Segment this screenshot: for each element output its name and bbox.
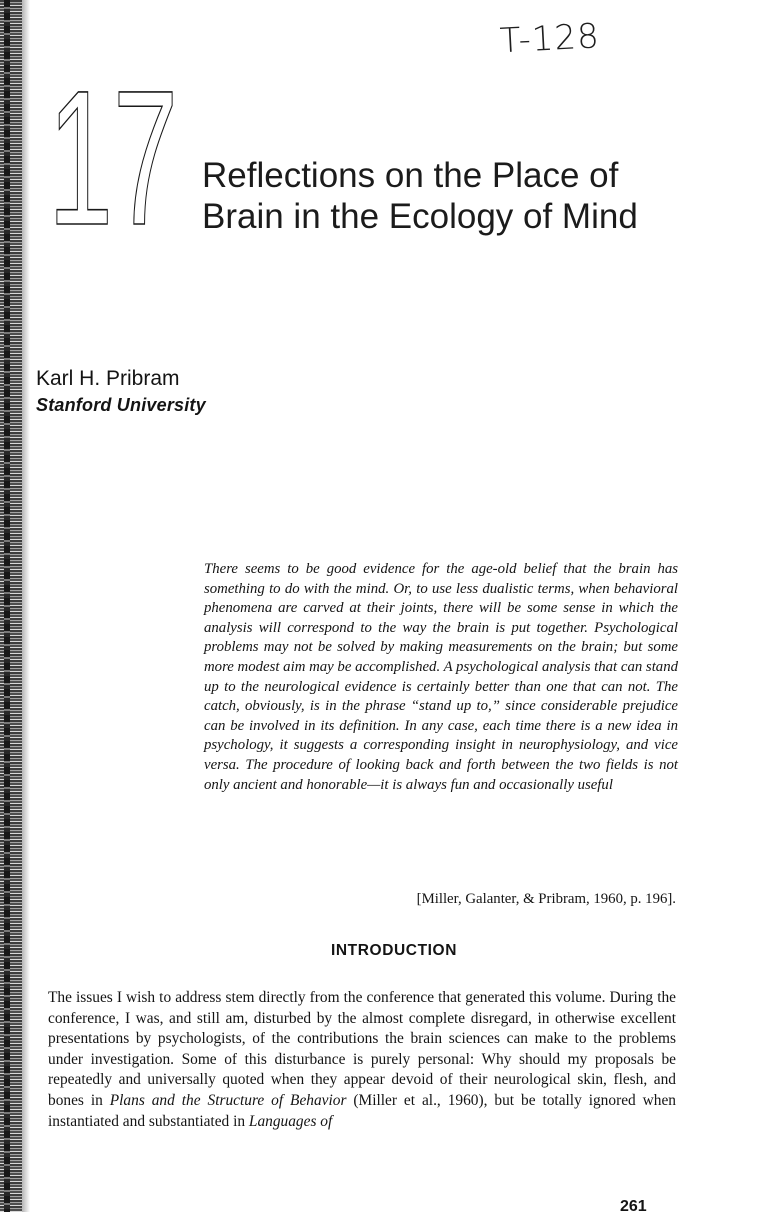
epigraph-text: There seems to be good evidence for the age-old belief that the brain has something to do with the mind. Or, to use less dualistic terms, when behavioral phenomena are carved at their joints, there will be some sense in which the analysis will correspond to the way the brain is put together. Psychological problems may not be solved by making measurements on the brain; but some more modest aim may be accomplished. A psychological analysis that can stand up to the neurological evidence is certainly better than one that can not. The catch, obviously, is in the phrase “stand up to,” since considerable prejudice can be involved in its definition. In any case, each time there is a new idea in psychology, it suggests a corresponding insight in neurophysiology, and vice versa. The procedure of looking back and forth between the two fields is not only ancient and honorable—it is always fun and occasionally useful [204, 561, 678, 793]
epigraph-quote [204, 560, 678, 795]
body-text-mid: (Miller et al., 1960), but be totally ignored when instantiated and substantiated in [48, 1091, 676, 1130]
chapter-title-line2: Brain in the Ecology of Mind [202, 197, 638, 236]
chapter-title [202, 155, 722, 237]
body-paragraph [48, 988, 676, 1132]
spine-shadow [22, 0, 30, 1212]
section-heading: INTRODUCTION [330, 942, 458, 959]
chapter-title-line1: Reflections on the Place of [202, 156, 619, 195]
epigraph-citation: [Miller, Galanter, & Pribram, 1960, p. 196]. [416, 891, 676, 907]
book-title-languages: Languages of [248, 1112, 333, 1130]
body-text-start: The issues I wish to address stem directly from the conference that generated this volume. During the conference, I was, and still am, disturbed by the almost complete disregard, in otherwise excellent presentations by psychologists, of the contributions the brain sciences can make to the problems under investigation. Some of this disturbance is purely personal: Why should my proposals be repeatedly and universally quoted when they appear devoid of their neurological skin, flesh, and bones in [48, 989, 676, 1109]
handwritten-annotation: T-128 [498, 16, 601, 62]
chapter-number-text: 17 [48, 50, 178, 265]
author-affiliation: Stanford University [36, 395, 206, 415]
book-title-plans: Plans and the Structure of Behavior [109, 1091, 347, 1109]
page-number: 261 [620, 1198, 647, 1215]
author-name: Karl H. Pribram [36, 367, 180, 390]
book-spine-edge [0, 0, 22, 1212]
chapter-number [48, 50, 182, 265]
